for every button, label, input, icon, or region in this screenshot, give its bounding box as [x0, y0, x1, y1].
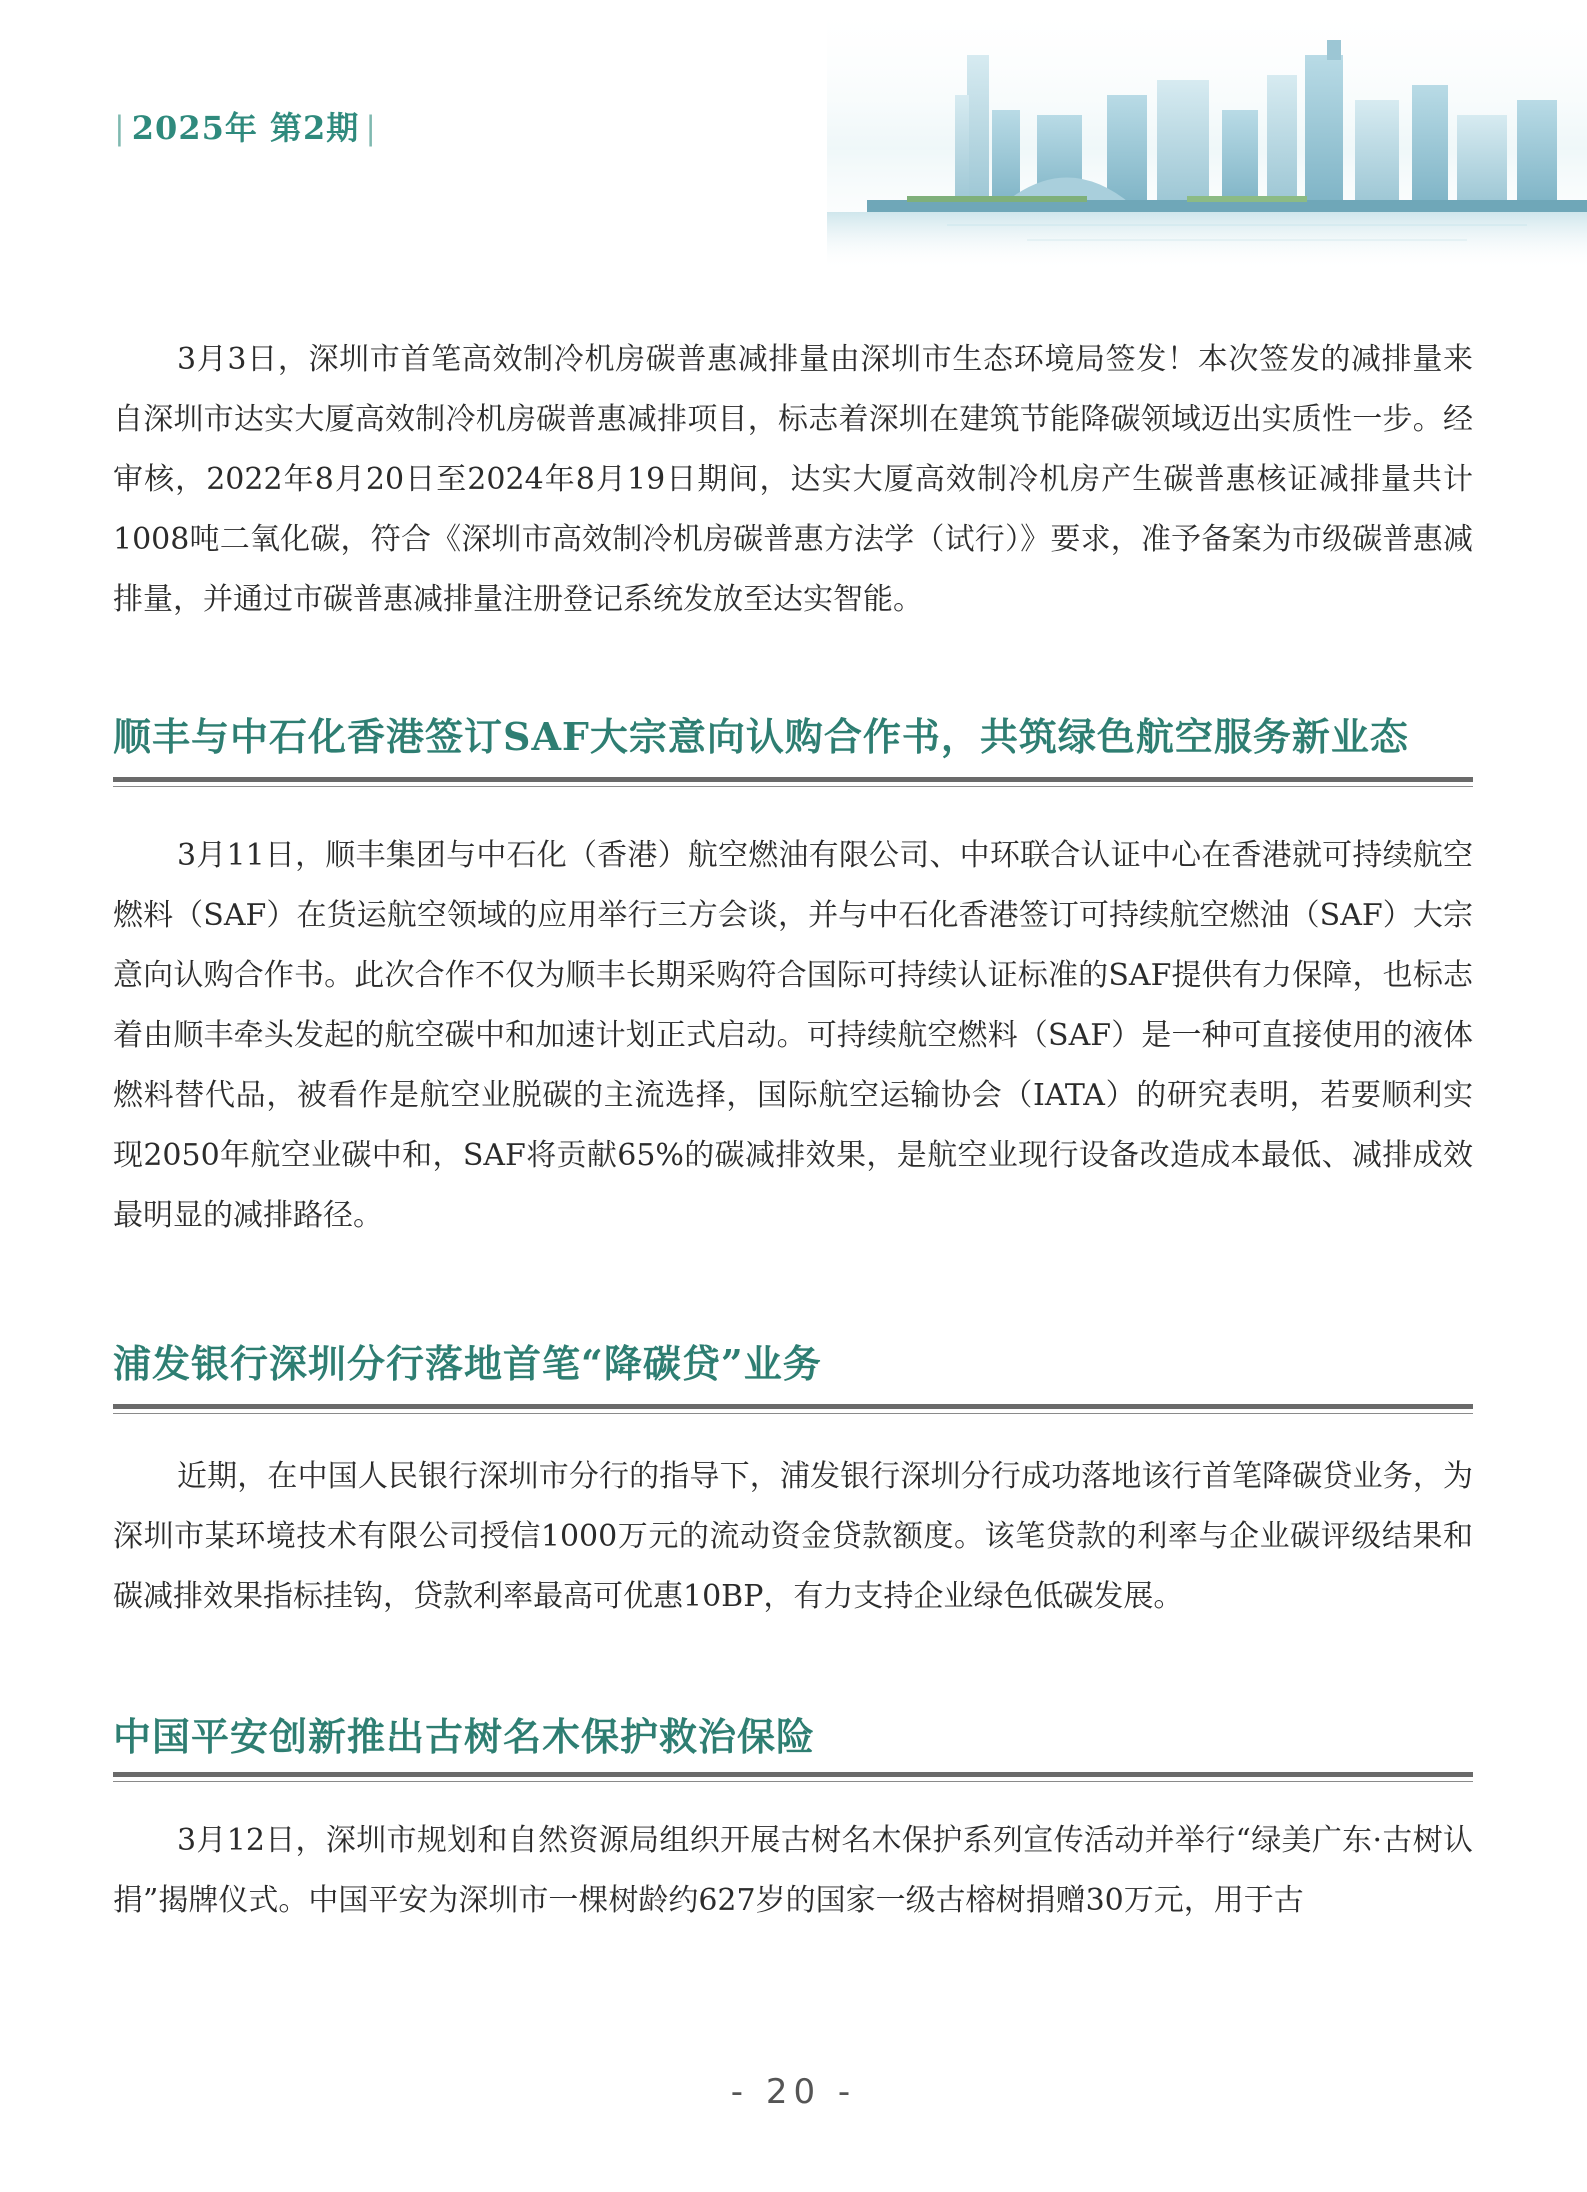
issue-bar-left: | [114, 109, 126, 147]
section-divider [113, 777, 1473, 787]
section-title-saf: 顺丰与中石化香港签订SAF大宗意向认购合作书，共筑绿色航空服务新业态 [113, 714, 1409, 759]
paragraph-spdb: 近期，在中国人民银行深圳市分行的指导下，浦发银行深圳分行成功落地该行首笔降碳贷业务，为深圳市某环境技术有限公司授信1000万元的流动资金贷款额度。该笔贷款的利率与企业碳评级结果和碳减排效果指标挂钩，贷款利率最高可优惠10BP，有力支持企业绿色低碳发展。 [113, 1459, 1473, 1614]
section-divider [113, 1772, 1473, 1782]
paragraph-pingan: 3月12日，深圳市规划和自然资源局组织开展古树名木保护系列宣传活动并举行“绿美广东·古树认捐”揭牌仪式。中国平安为深圳市一棵树龄约627岁的国家一级古榕树捐赠30万元，用于古 [113, 1823, 1473, 1918]
section-title-pingan: 中国平安创新推出古树名木保护救治保险 [113, 1714, 816, 1759]
issue-bar-right: | [365, 109, 378, 147]
paragraph-saf: 3月11日，顺丰集团与中石化（香港）航空燃油有限公司、中环联合认证中心在香港就可持续航空燃料（SAF）在货运航空领域的应用举行三方会谈，并与中石化香港签订可持续航空燃油（SAF）大宗意向认购合作书。此次合作不仅为顺丰长期采购符合国际可持续认证标准的SAF提供有力保障，也标志着由顺丰牵头发起的航空碳中和加速计划正式启动。可持续航空燃料（SAF）是一种可直接使用的液体燃料替代品，被看作是航空业脱碳的主流选择，国际航空运输协会（IATA）的研究表明，若要顺利实现2050年航空业碳中和，SAF将贡献65%的碳减排效果，是航空业现行设备改造成本最低、减排成效最明显的减排路径。 [113, 838, 1473, 1233]
section-title-spdb: 浦发银行深圳分行落地首笔“降碳贷”业务 [113, 1341, 822, 1386]
section-divider [113, 1404, 1473, 1414]
issue-label [108, 103, 383, 149]
issue-text: 2025年 第2期 [131, 109, 360, 147]
city-skyline-icon [827, 0, 1587, 270]
paragraph-1: 3月3日，深圳市首笔高效制冷机房碳普惠减排量由深圳市生态环境局签发！本次签发的减排量来自深圳市达实大厦高效制冷机房碳普惠减排项目，标志着深圳在建筑节能降碳领域迈出实质性一步。经审核，2022年8月20日至2024年8月19日期间，达实大厦高效制冷机房产生碳普惠核证减排量共计1008吨二氧化碳，符合《深圳市高效制冷机房碳普惠方法学（试行）》要求，准予备案为市级碳普惠减排量，并通过市碳普惠减排量注册登记系统发放至达实智能。 [113, 342, 1473, 617]
page-number: - 20 - [730, 2072, 857, 2112]
